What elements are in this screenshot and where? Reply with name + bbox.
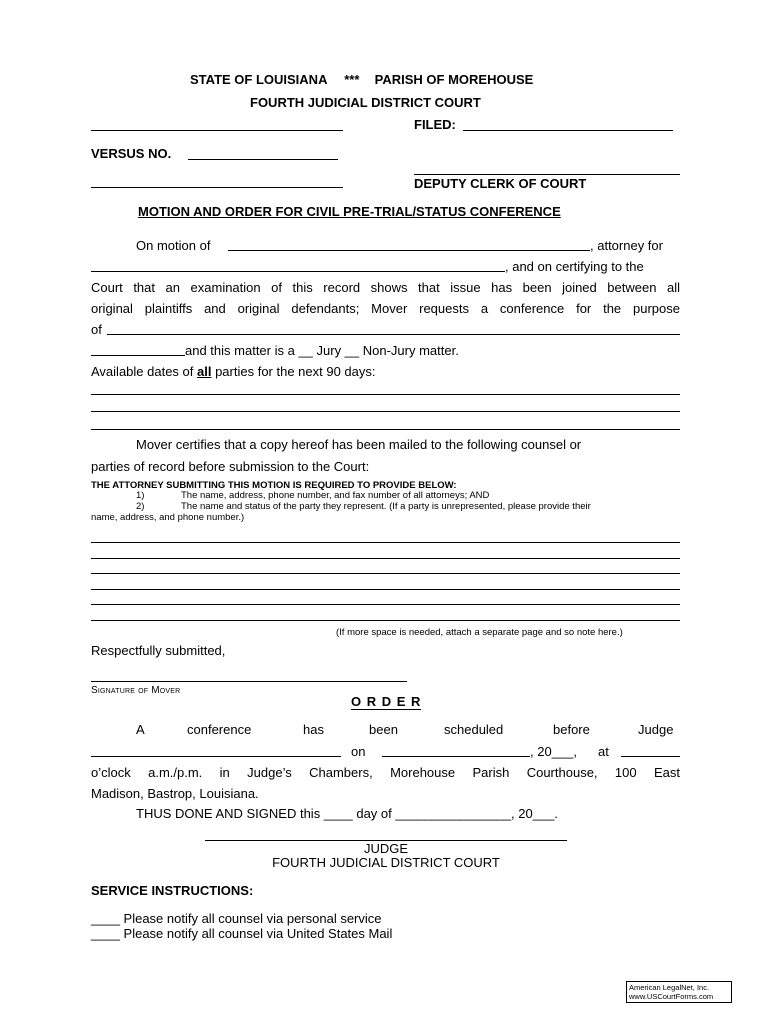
- order-heading-underline: [351, 709, 421, 710]
- available-all: all: [197, 364, 212, 379]
- judge-court-label: FOURTH JUDICIAL DISTRICT COURT: [272, 855, 500, 870]
- defendant-line[interactable]: [91, 187, 343, 188]
- service-option-personal[interactable]: ____ Please notify all counsel via personal service: [91, 911, 382, 926]
- available-pre: Available dates of: [91, 364, 197, 379]
- parish-name: PARISH OF MOREHOUSE: [374, 72, 534, 87]
- counsel-line-5[interactable]: [91, 604, 680, 605]
- respectfully-submitted: Respectfully submitted,: [91, 643, 226, 658]
- certifies-line-2: parties of record before submission to the Court:: [91, 459, 370, 474]
- available-post: parties for the next 90 days:: [211, 364, 376, 379]
- counsel-line-4[interactable]: [91, 589, 680, 590]
- service-heading: SERVICE INSTRUCTIONS:: [91, 883, 254, 898]
- dates-line-2[interactable]: [91, 411, 680, 412]
- instruction-2-continuation: name, address, and phone number.): [91, 512, 245, 523]
- order-word-has: has: [303, 722, 324, 737]
- available-dates-label: [91, 364, 376, 379]
- purpose-continuation-line[interactable]: [91, 355, 185, 356]
- more-space-note: (If more space is needed, attach a separate page and so note here.): [336, 627, 623, 638]
- counsel-line-3[interactable]: [91, 573, 680, 574]
- order-word-a: A: [136, 722, 145, 737]
- attorney-for-label: , attorney for: [590, 238, 663, 253]
- purpose-line[interactable]: [107, 334, 680, 335]
- body-line-4: original plaintiffs and original defendants; Mover requests a conference for the purpose: [91, 301, 680, 316]
- counsel-line-6[interactable]: [91, 620, 680, 621]
- done-signed-line: THUS DONE AND SIGNED this ____ day of ________________, 20___.: [136, 806, 559, 821]
- deputy-clerk-label: DEPUTY CLERK OF COURT: [414, 176, 587, 191]
- on-motion-label: On motion of: [136, 238, 211, 253]
- court-name: FOURTH JUDICIAL DISTRICT COURT: [250, 95, 481, 110]
- body-line-3: Court that an examination of this record shows that issue has been joined between all: [91, 280, 680, 295]
- instruction-1-number: 1): [136, 490, 145, 501]
- certifies-line-1: Mover certifies that a copy hereof has been mailed to the following counsel or: [136, 437, 582, 452]
- header-state: [190, 72, 533, 87]
- instruction-1-text: The name, address, phone number, and fax number of all attorneys; AND: [181, 490, 490, 501]
- filed-label: FILED:: [414, 117, 456, 132]
- order-word-judge: Judge: [638, 722, 674, 737]
- order-year: , 20___,: [530, 744, 577, 759]
- versus-label: VERSUS NO.: [91, 146, 172, 161]
- filed-line[interactable]: [463, 130, 673, 131]
- dates-line-3[interactable]: [91, 429, 680, 430]
- of-label: of: [91, 322, 102, 337]
- plaintiff-line[interactable]: [91, 130, 343, 131]
- order-at-label: at: [598, 744, 609, 759]
- jury-line: and this matter is a __ Jury __ Non-Jury matter.: [185, 343, 459, 358]
- certifying-label: , and on certifying to the: [505, 259, 644, 274]
- location-line: Madison, Bastrop, Louisiana.: [91, 786, 259, 801]
- conference-time-line[interactable]: [621, 756, 680, 757]
- order-heading: O R D E R: [351, 694, 422, 709]
- service-option-mail[interactable]: ____ Please notify all counsel via United States Mail: [91, 926, 393, 941]
- mover-signature-line[interactable]: [91, 681, 407, 682]
- instructions-heading: THE ATTORNEY SUBMITTING THIS MOTION IS REQUIRED TO PROVIDE BELOW:: [91, 480, 457, 491]
- conference-date-line[interactable]: [382, 756, 530, 757]
- mover-name-line[interactable]: [228, 250, 590, 251]
- clock-line: o’clock a.m./p.m. in Judge’s Chambers, Morehouse Parish Courthouse, 100 East: [91, 765, 680, 780]
- document-title: MOTION AND ORDER FOR CIVIL PRE-TRIAL/STATUS CONFERENCE: [138, 204, 561, 219]
- signature-of-mover-label: Signature of Mover: [91, 685, 181, 696]
- judge-name-line[interactable]: [91, 756, 341, 757]
- order-word-scheduled: scheduled: [444, 722, 504, 737]
- publisher-name: American LegalNet, Inc.: [629, 983, 710, 992]
- counsel-line-2[interactable]: [91, 558, 680, 559]
- order-word-been: been: [369, 722, 398, 737]
- publisher-url: www.USCourtForms.com: [629, 992, 714, 1001]
- state-name: STATE OF LOUISIANA: [190, 72, 327, 87]
- counsel-line-1[interactable]: [91, 542, 680, 543]
- order-on-label: on: [351, 744, 366, 759]
- dates-line-1[interactable]: [91, 394, 680, 395]
- judge-label: JUDGE: [363, 841, 409, 856]
- publisher-stamp: [626, 981, 732, 1003]
- header-separator: ***: [344, 72, 360, 87]
- instruction-2-number: 2): [136, 501, 145, 512]
- order-word-before: before: [553, 722, 590, 737]
- instruction-2-text: The name and status of the party they represent. (If a party is unrepresented, please provide their: [181, 501, 591, 512]
- deputy-signature-line[interactable]: [414, 174, 680, 175]
- docket-number-line[interactable]: [188, 159, 338, 160]
- party-represented-line[interactable]: [91, 271, 505, 272]
- order-word-conference: conference: [187, 722, 252, 737]
